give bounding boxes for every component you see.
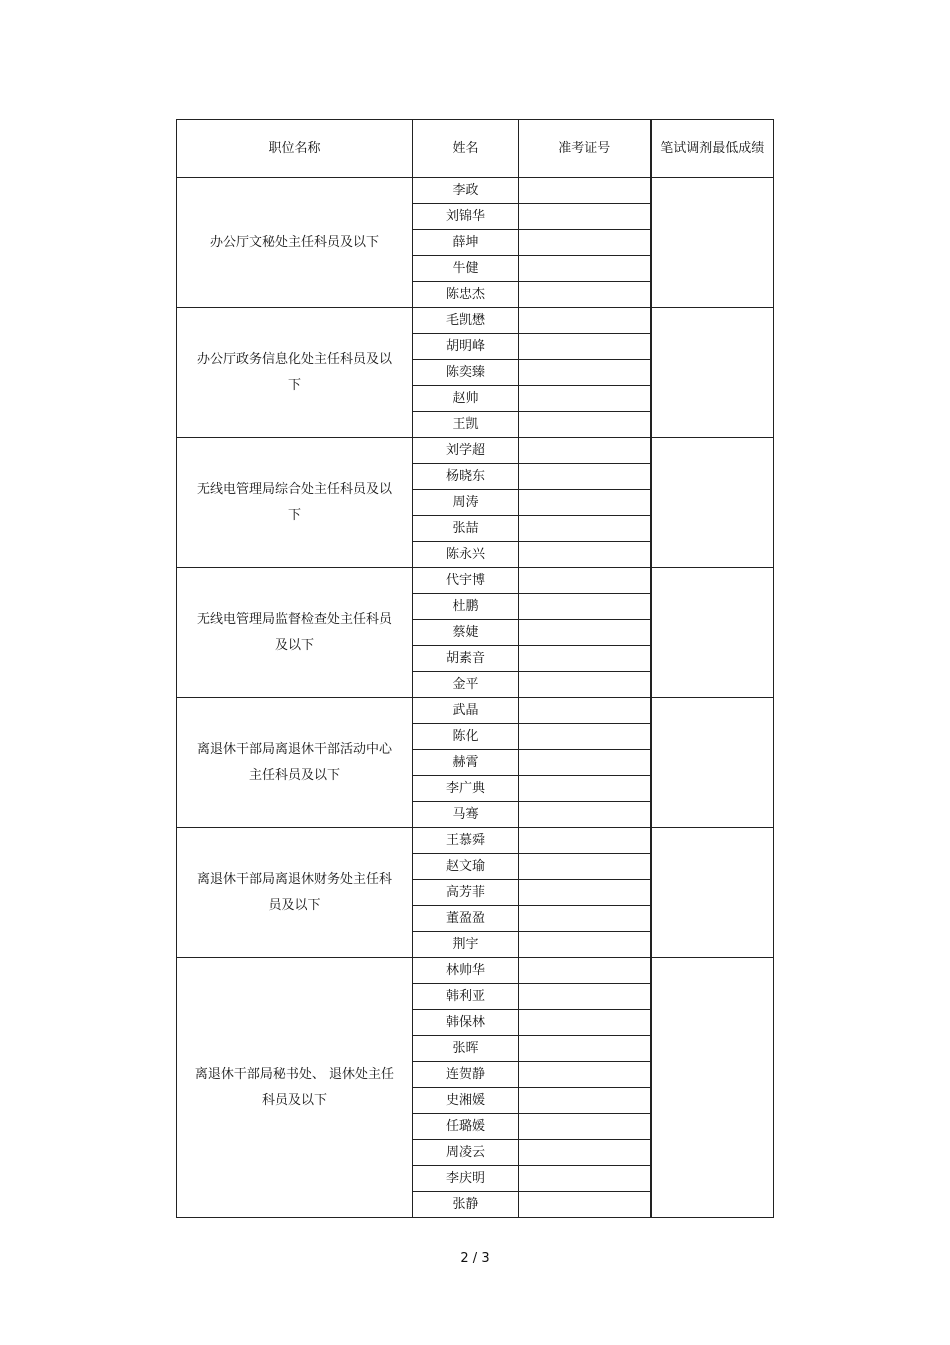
name-cell: 杨晓东 <box>413 464 519 490</box>
exam-id-cell <box>519 802 651 828</box>
exam-id-cell <box>519 516 651 542</box>
position-cell: 办公厅文秘处主任科员及以下 <box>177 178 413 308</box>
name-cell: 赫霄 <box>413 750 519 776</box>
name-cell: 张静 <box>413 1192 519 1218</box>
position-cell: 无线电管理局综合处主任科员及以下 <box>177 438 413 568</box>
name-cell: 周涛 <box>413 490 519 516</box>
exam-id-cell <box>519 620 651 646</box>
header-row <box>177 120 774 178</box>
exam-id-cell <box>519 984 651 1010</box>
exam-id-cell <box>519 386 651 412</box>
exam-id-cell <box>519 932 651 958</box>
table-row <box>177 568 774 594</box>
exam-id-cell <box>519 1192 651 1218</box>
name-cell: 张晖 <box>413 1036 519 1062</box>
exam-id-cell <box>519 854 651 880</box>
name-cell: 毛凯懋 <box>413 308 519 334</box>
position-cell: 离退休干部局离退休财务处主任科员及以下 <box>177 828 413 958</box>
name-cell: 史湘媛 <box>413 1088 519 1114</box>
position-cell: 无线电管理局监督检查处主任科员及以下 <box>177 568 413 698</box>
exam-id-cell <box>519 1036 651 1062</box>
exam-id-cell <box>519 1088 651 1114</box>
exam-id-cell <box>519 334 651 360</box>
exam-id-cell <box>519 256 651 282</box>
name-cell: 赵帅 <box>413 386 519 412</box>
name-cell: 陈化 <box>413 724 519 750</box>
name-cell: 陈忠杰 <box>413 282 519 308</box>
name-cell: 刘学超 <box>413 438 519 464</box>
exam-id-cell <box>519 698 651 724</box>
name-cell: 陈永兴 <box>413 542 519 568</box>
exam-id-cell <box>519 568 651 594</box>
exam-id-cell <box>519 438 651 464</box>
exam-id-cell <box>519 178 651 204</box>
name-cell: 牛健 <box>413 256 519 282</box>
exam-id-cell <box>519 464 651 490</box>
exam-id-cell <box>519 906 651 932</box>
name-cell: 林帅华 <box>413 958 519 984</box>
name-cell: 张喆 <box>413 516 519 542</box>
name-cell: 蔡婕 <box>413 620 519 646</box>
table-row <box>177 958 774 984</box>
exam-id-cell <box>519 542 651 568</box>
exam-id-cell <box>519 1010 651 1036</box>
header-name: 姓名 <box>413 120 519 178</box>
name-cell: 王凯 <box>413 412 519 438</box>
exam-id-cell <box>519 490 651 516</box>
header-exam-id: 准考证号 <box>519 120 651 178</box>
header-min-score: 笔试调剂最低成绩 <box>651 120 774 178</box>
exam-id-cell <box>519 412 651 438</box>
min-score-cell <box>651 828 774 958</box>
exam-id-cell <box>519 672 651 698</box>
exam-id-cell <box>519 230 651 256</box>
exam-id-cell <box>519 750 651 776</box>
table-row <box>177 698 774 724</box>
roster-table <box>176 119 774 1218</box>
name-cell: 周凌云 <box>413 1140 519 1166</box>
table-row <box>177 438 774 464</box>
name-cell: 陈奕臻 <box>413 360 519 386</box>
name-cell: 薛坤 <box>413 230 519 256</box>
position-cell: 离退休干部局离退休干部活动中心主任科员及以下 <box>177 698 413 828</box>
name-cell: 荆宇 <box>413 932 519 958</box>
min-score-cell <box>651 308 774 438</box>
exam-id-cell <box>519 360 651 386</box>
exam-id-cell <box>519 828 651 854</box>
page-number: 2 / 3 <box>460 1251 490 1266</box>
name-cell: 李庆明 <box>413 1166 519 1192</box>
name-cell: 韩利亚 <box>413 984 519 1010</box>
exam-id-cell <box>519 724 651 750</box>
name-cell: 刘锦华 <box>413 204 519 230</box>
exam-id-cell <box>519 1114 651 1140</box>
name-cell: 王慕舜 <box>413 828 519 854</box>
exam-id-cell <box>519 776 651 802</box>
exam-id-cell <box>519 880 651 906</box>
exam-id-cell <box>519 1166 651 1192</box>
name-cell: 武晶 <box>413 698 519 724</box>
name-cell: 高芳菲 <box>413 880 519 906</box>
table-row <box>177 178 774 204</box>
header-position: 职位名称 <box>177 120 413 178</box>
name-cell: 胡素音 <box>413 646 519 672</box>
name-cell: 胡明峰 <box>413 334 519 360</box>
min-score-cell <box>651 568 774 698</box>
exam-id-cell <box>519 1140 651 1166</box>
min-score-cell <box>651 958 774 1218</box>
min-score-cell <box>651 178 774 308</box>
name-cell: 马骞 <box>413 802 519 828</box>
name-cell: 金平 <box>413 672 519 698</box>
name-cell: 任璐媛 <box>413 1114 519 1140</box>
min-score-cell <box>651 438 774 568</box>
table-row <box>177 308 774 334</box>
exam-id-cell <box>519 594 651 620</box>
name-cell: 代宇博 <box>413 568 519 594</box>
name-cell: 董盈盈 <box>413 906 519 932</box>
exam-id-cell <box>519 958 651 984</box>
table-row <box>177 828 774 854</box>
name-cell: 李广典 <box>413 776 519 802</box>
name-cell: 韩保林 <box>413 1010 519 1036</box>
exam-id-cell <box>519 646 651 672</box>
name-cell: 连贺静 <box>413 1062 519 1088</box>
exam-id-cell <box>519 1062 651 1088</box>
position-cell: 离退休干部局秘书处、 退休处主任科员及以下 <box>177 958 413 1218</box>
exam-id-cell <box>519 308 651 334</box>
name-cell: 李政 <box>413 178 519 204</box>
name-cell: 赵文瑜 <box>413 854 519 880</box>
exam-id-cell <box>519 204 651 230</box>
min-score-cell <box>651 698 774 828</box>
name-cell: 杜鹏 <box>413 594 519 620</box>
roster-body <box>177 178 774 1218</box>
position-cell: 办公厅政务信息化处主任科员及以下 <box>177 308 413 438</box>
exam-id-cell <box>519 282 651 308</box>
